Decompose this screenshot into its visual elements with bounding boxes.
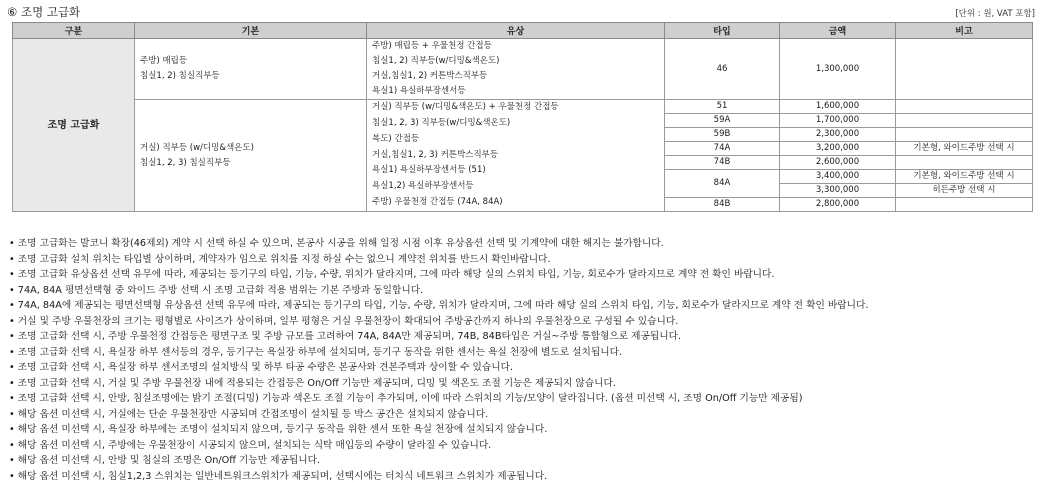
note-item: • 조명 고급화 선택 시, 욕실장 하부 센서조명의 설치방식 및 하부 타공 수량은 본공사와 견본주택과 상이할 수 있습니다. [9,360,1039,376]
type-cell: 51 [665,100,780,114]
note-cell [896,156,1033,170]
note-item: • 해당 옵션 미선택 시, 거실에는 단순 우물천장만 시공되며 간접조명이 설치될 등 박스 공간은 설치되지 않습니다. [9,407,1039,423]
basic-cell [135,100,367,212]
note-cell: 기본형, 와이드주방 선택 시 [896,170,1033,184]
basic-item: 주방) 매립등 [140,54,366,69]
note-item: • 조명 고급화는 발코니 확장(46제외) 계약 시 선택 하실 수 있으며, 본공사 시공을 위해 일정 시점 이후 유상옵션 선택 및 기계약에 대한 해지는 불가합니다. [9,236,1039,252]
paid-item: 복도) 간접등 [372,132,664,148]
note-item: • 거실 및 주방 우물천장의 크기는 평형별로 사이즈가 상이하며, 일부 평형은 거실 우물천장이 확대되어 주방공간까지 하나의 우물천장으로 구성될 수 있습니다. [9,314,1039,330]
note-cell [896,128,1033,142]
type-cell: 74B [665,156,780,170]
column-header: 구분 [13,23,135,39]
note-item: • 조명 고급화 선택 시, 주방 우물천정 간접등은 평면구조 및 주방 규모를 고려하여 74A, 84A만 제공되며, 74B, 84B타입은 거실~주방 통합형으로 제공됩니다. [9,329,1039,345]
amount-cell: 1,600,000 [780,100,896,114]
column-header: 금액 [780,23,896,39]
table-row [13,100,1033,114]
note-cell [896,100,1033,114]
category-cell: 조명 고급화 [13,39,135,212]
note-item: • 해당 옵션 미선택 시, 욕실장 하부에는 조명이 설치되지 않으며, 등기구 동작을 위한 센서 또한 욕실 천장에 설치되지 않습니다. [9,422,1039,438]
note-cell [896,114,1033,128]
amount-cell: 3,400,000 [780,170,896,184]
column-header: 유상 [367,23,665,39]
paid-item: 거실,침실1, 2, 3) 커튼박스직부등 [372,148,664,164]
basic-item: 침실1, 2) 침실직부등 [140,69,366,84]
type-cell: 84A [665,170,780,198]
note-item: • 조명 고급화 설치 위치는 타입별 상이하며, 계약자가 임으로 위치를 지정 하실 수는 없으니 계약전 위치를 반드시 확인바랍니다. [9,252,1039,268]
note-item: • 74A, 84A에 제공되는 평면선택형 유상옵션 선택 유무에 따라, 제공되는 등기구의 타입, 기능, 수량, 위치가 달라지며, 그에 따라 해당 실의 스위치 타입, 기능, 회로수가 달라지므로 계약 전 확인 바랍니다. [9,298,1039,314]
note-item: • 해당 옵션 미선택 시, 안방 및 침실의 조명은 On/Off 기능만 제공됩니다. [9,453,1039,469]
paid-item: 거실) 직부등 (w/디밍&색온도) + 우물천정 간접등 [372,100,664,116]
amount-cell: 1,700,000 [780,114,896,128]
note-item: • 해당 옵션 미선택 시, 침실1,2,3 스위치는 일반네트워크스위치가 제공되며, 선택시에는 터치식 네트워크 스위치가 제공됩니다. [9,469,1039,484]
note-item: • 74A, 84A 평면선택형 중 와이드 주방 선택 시 조명 고급화 적용 범위는 기본 주방과 동일합니다. [9,283,1039,299]
unit-label: [단위 : 원, VAT 포함] [955,7,1035,19]
amount-cell: 3,300,000 [780,184,896,198]
column-header: 기본 [135,23,367,39]
note-cell: 히든주방 선택 시 [896,184,1033,198]
column-header: 타입 [665,23,780,39]
table-header-row [13,23,1033,39]
paid-item: 주방) 매립등 + 우물천정 간접등 [372,39,664,54]
amount-cell: 2,800,000 [780,198,896,212]
note-item: • 조명 고급화 선택 시, 욕실장 하부 센서등의 경우, 등기구는 욕실장 하부에 설치되며, 등기구 동작을 위한 센서는 욕실 천장에 별도로 설치됩니다. [9,345,1039,361]
table-row [13,39,1033,100]
type-cell: 74A [665,142,780,156]
paid-item: 욕실1,2) 욕실하부장센서등 [372,179,664,195]
note-cell: 기본형, 와이드주방 선택 시 [896,142,1033,156]
note-item: • 조명 고급화 유상옵션 선택 유무에 따라, 제공되는 등기구의 타입, 기능, 수량, 위치가 달라지며, 그에 따라 해당 실의 스위치 타입, 기능, 회로수가 달라지므로 계약 전 확인 바랍니다. [9,267,1039,283]
type-cell: 84B [665,198,780,212]
paid-cell [367,39,665,100]
paid-item: 침실1, 2, 3) 직부등(w/디밍&색온도) [372,116,664,132]
paid-item: 욕실1) 욕실하부장센서등 (51) [372,163,664,179]
column-header: 비고 [896,23,1033,39]
amount-cell: 2,600,000 [780,156,896,170]
section-title: ⑥ 조명 고급화 [7,4,80,20]
amount-cell: 3,200,000 [780,142,896,156]
note-item: • 조명 고급화 선택 시, 거실 및 주방 우물천장 내에 적용되는 간접등은 On/Off 기능만 제공되며, 디밍 및 색온도 조절 기능은 제공되지 않습니다. [9,376,1039,392]
note-cell [896,39,1033,100]
amount-cell: 2,300,000 [780,128,896,142]
paid-cell [367,100,665,212]
paid-item: 주방) 우물천정 간접등 (74A, 84A) [372,195,664,211]
amount-cell: 1,300,000 [780,39,896,100]
basic-item: 침실1, 2, 3) 침실직부등 [140,156,366,171]
note-cell [896,198,1033,212]
paid-item: 거실,침실1, 2) 커튼박스직부등 [372,69,664,84]
note-item: • 조명 고급화 선택 시, 안방, 침실조명에는 밝기 조절(디밍) 기능과 색온도 조절 기능이 추가되며, 이에 따라 스위치의 기능/모양이 달라집니다. (옵션 미선택 시, 조명 On/Off 기능만 제공됨) [9,391,1039,407]
paid-item: 침실1, 2) 직부등(w/디밍&색온도) [372,54,664,69]
type-cell: 46 [665,39,780,100]
basic-cell [135,39,367,100]
paid-item: 욕실1) 욕실하부장센서등 [372,84,664,99]
option-price-table [12,22,1033,212]
basic-item: 거실) 직부등 (w/디밍&색온도) [140,141,366,156]
note-item: • 해당 옵션 미선택 시, 주방에는 우물천장이 시공되지 않으며, 설치되는 식탁 매입등의 수량이 달라질 수 있습니다. [9,438,1039,454]
type-cell: 59A [665,114,780,128]
notes-list [9,236,1039,484]
type-cell: 59B [665,128,780,142]
section-header [7,4,1035,20]
